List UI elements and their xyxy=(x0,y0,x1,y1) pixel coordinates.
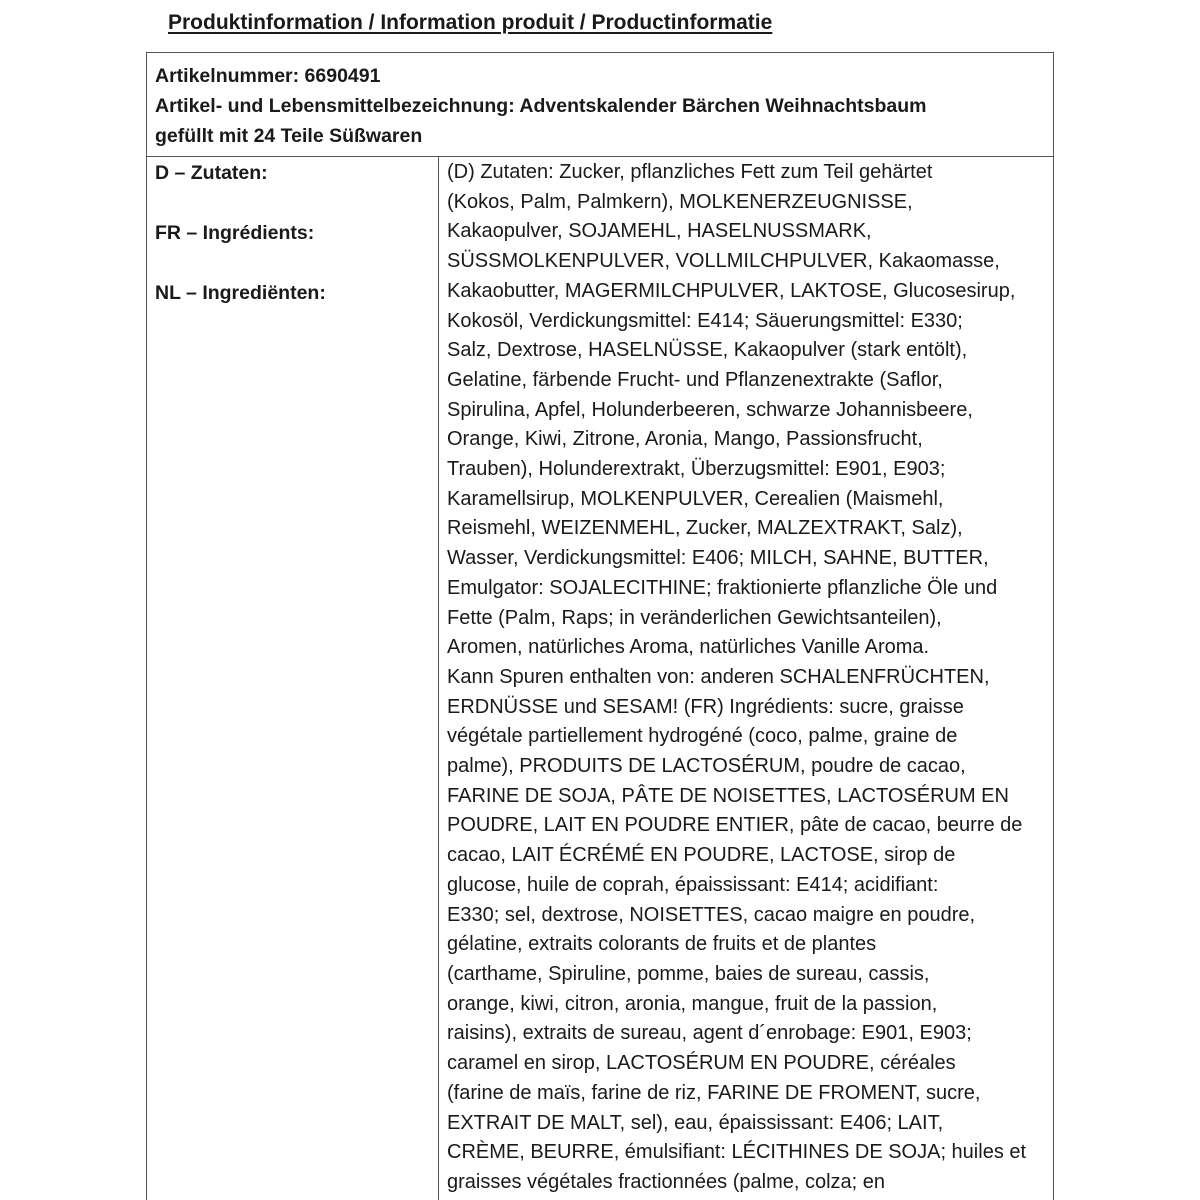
ingredients-line: Salz, Dextrose, HASELNÜSSE, Kakaopulver (stark entölt), xyxy=(447,339,968,362)
ingredients-line: Aromen, natürliches Aroma, natürliches Vanille Aroma. xyxy=(447,636,930,659)
ingredients-label-column xyxy=(147,157,439,1200)
document-title: Produktinformation / Information produit / Productinformatie xyxy=(168,11,773,34)
ingredients-line: Trauben), Holunderextrakt, Überzugsmittel: E901, E903; xyxy=(447,458,946,481)
product-header-cell xyxy=(147,53,1053,157)
ingredients-line: ERDNÜSSE und SESAM! (FR) Ingrédients: sucre, graisse xyxy=(447,695,964,718)
ingredients-line: Fette (Palm, Raps; in veränderlichen Gewichtsanteilen), xyxy=(447,606,942,629)
ingredients-line: SÜSSMOLKENPULVER, VOLLMILCHPULVER, Kakaomasse, xyxy=(447,250,1000,273)
ingredients-line: Wasser, Verdickungsmittel: E406; MILCH, SAHNE, BUTTER, xyxy=(447,547,989,570)
ingredients-line: Orange, Kiwi, Zitrone, Aronia, Mango, Passionsfrucht, xyxy=(447,428,923,451)
ingredients-line: (farine de maïs, farine de riz, FARINE DE FROMENT, sucre, xyxy=(447,1081,981,1104)
ingredients-line: Emulgator: SOJALECITHINE; fraktionierte pflanzliche Öle und xyxy=(447,576,998,599)
ingredients-line: cacao, LAIT ÉCRÉMÉ EN POUDRE, LACTOSE, sirop de xyxy=(447,844,956,867)
ingredients-line: Karamellsirup, MOLKENPULVER, Cerealien (Maismehl, xyxy=(447,487,944,510)
ingredients-line: (D) Zutaten: Zucker, pflanzliches Fett zum Teil gehärtet xyxy=(447,161,933,183)
ingredients-line: (Kokos, Palm, Palmkern), MOLKENERZEUGNISSE, xyxy=(447,190,913,213)
ingredients-line: EXTRAIT DE MALT, sel), eau, épaississant: E406; LAIT, xyxy=(447,1111,944,1134)
article-number: Artikelnummer: 6690491 xyxy=(155,65,381,87)
ingredients-line: Kokosöl, Verdickungsmittel: E414; Säuerungsmittel: E330; xyxy=(447,309,963,332)
ingredients-line: CRÈME, BEURRE, émulsifiant: LÉCITHINES DE SOJA; huiles et xyxy=(447,1141,1027,1164)
ingredients-line: (carthame, Spiruline, pomme, baies de sureau, cassis, xyxy=(447,962,930,985)
ingredients-line: E330; sel, dextrose, NOISETTES, cacao maigre en poudre, xyxy=(447,903,976,926)
ingredients-line: raisins), extraits de sureau, agent d´enrobage: E901, E903; xyxy=(447,1022,972,1045)
ingredients-line: caramel en sirop, LACTOSÉRUM EN POUDRE, céréales xyxy=(447,1052,956,1075)
ingredients-line: Kakaobutter, MAGERMILCHPULVER, LAKTOSE, Glucosesirup, xyxy=(447,279,1016,302)
ingredients-line: glucose, huile de coprah, épaississant: E414; acidifiant: xyxy=(447,873,939,896)
ingredients-line: POUDRE, LAIT EN POUDRE ENTIER, pâte de cacao, beurre de xyxy=(447,814,1023,837)
ingredients-line: Kann Spuren enthalten von: anderen SCHALENFRÜCHTEN, xyxy=(447,665,990,688)
product-designation-line-2: gefüllt mit 24 Teile Süßwaren xyxy=(155,125,423,147)
ingredients-line: gélatine, extraits colorants de fruits et de plantes xyxy=(447,933,877,956)
ingredients-line: Spirulina, Apfel, Holunderbeeren, schwarze Johannisbeere, xyxy=(447,398,973,421)
ingredients-line: graisses végétales fractionnées (palme, colza; en xyxy=(447,1170,886,1193)
label-fr-ingredients: FR – Ingrédients: xyxy=(155,222,315,244)
ingredients-line: Kakaopulver, SOJAMEHL, HASELNUSSMARK, xyxy=(447,220,872,243)
ingredients-line: orange, kiwi, citron, aronia, mangue, fruit de la passion, xyxy=(447,992,938,1015)
product-designation-line-1: Artikel- und Lebensmittelbezeichnung: Adventskalender Bärchen Weihnachtsbaum xyxy=(155,95,927,117)
label-nl-ingredients: NL – Ingrediënten: xyxy=(155,282,326,304)
product-info-table xyxy=(146,52,1054,1200)
label-de-ingredients: D – Zutaten: xyxy=(155,162,268,184)
ingredients-line: FARINE DE SOJA, PÂTE DE NOISETTES, LACTOSÉRUM EN xyxy=(447,784,1009,807)
ingredients-line: palme), PRODUITS DE LACTOSÉRUM, poudre de cacao, xyxy=(447,755,966,778)
ingredients-line: Reismehl, WEIZENMEHL, Zucker, MALZEXTRAKT, Salz), xyxy=(447,517,963,540)
ingredients-text-column xyxy=(439,157,1053,1200)
ingredients-line: végétale partiellement hydrogéné (coco, palme, graine de xyxy=(447,725,958,748)
ingredients-line: Gelatine, färbende Frucht- und Pflanzenextrakte (Saflor, xyxy=(447,368,943,391)
